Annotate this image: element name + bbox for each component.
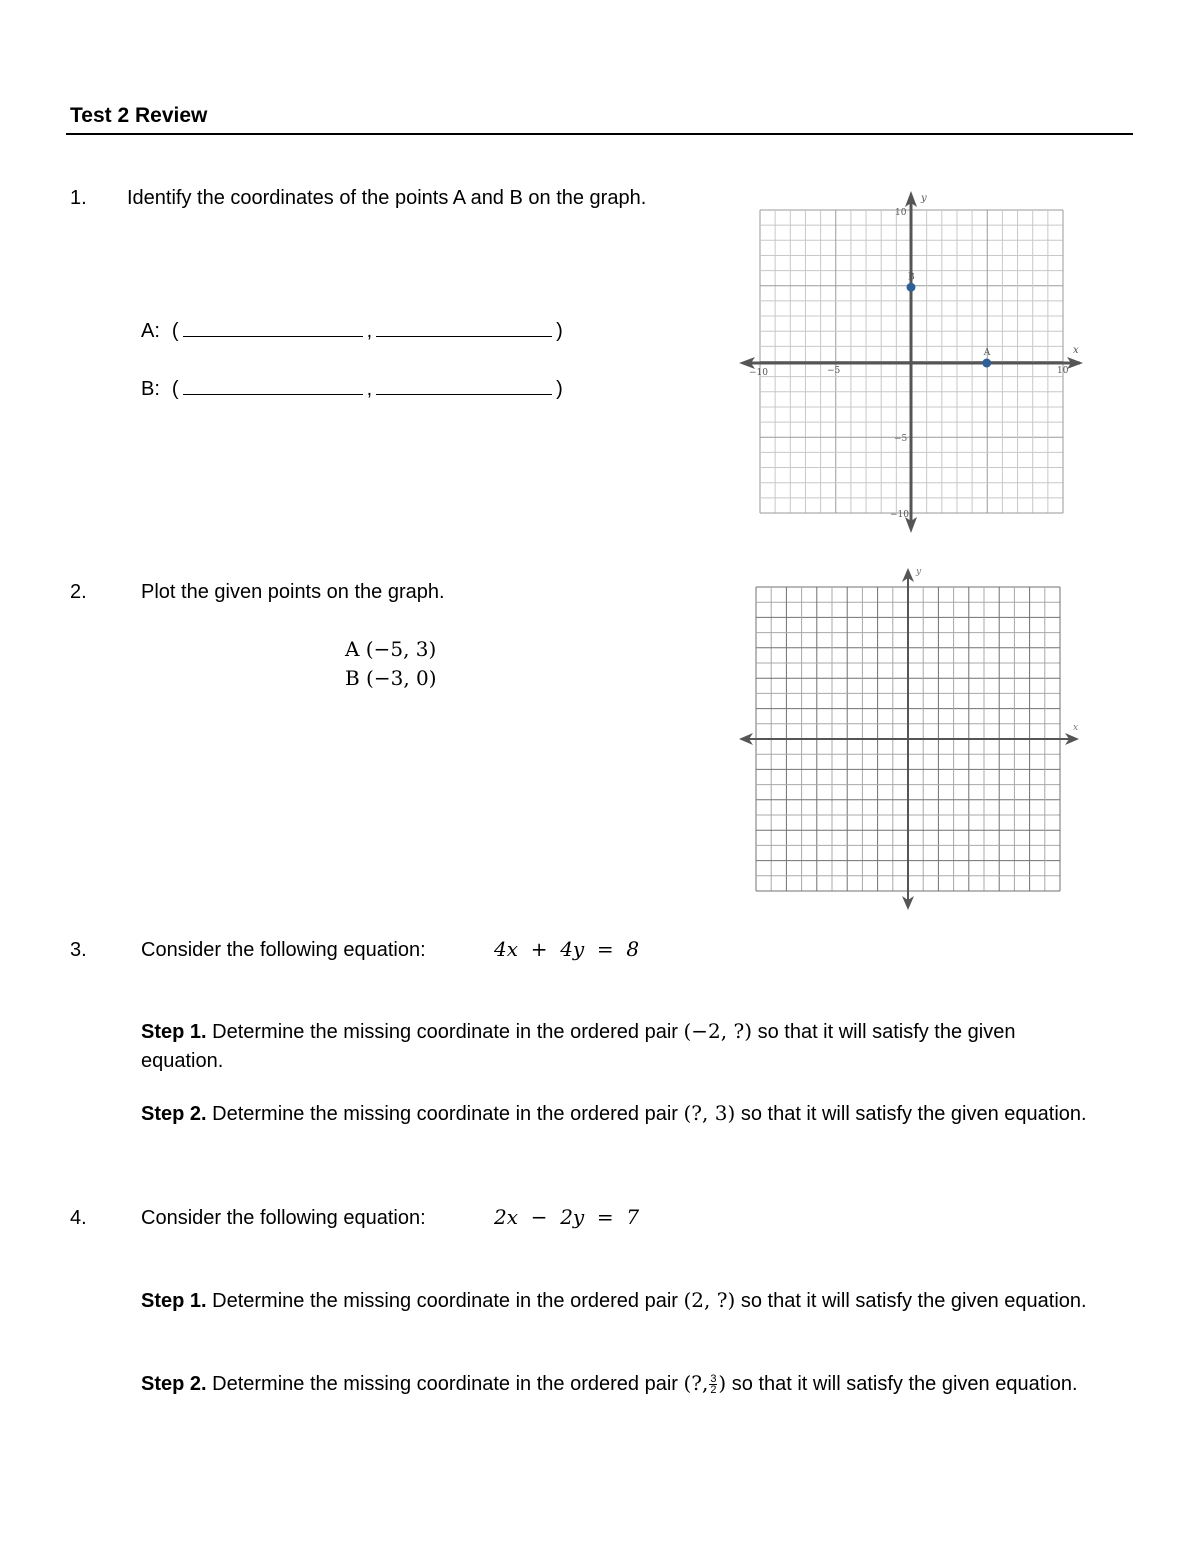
q3-step-1-text-b: so that it will satisfy the given equation. [141,1021,1016,1072]
q1-tick-x-neg10: −10 [749,368,768,378]
q4-step-2-pair-open: (?, [683,1371,709,1395]
point-a [982,359,991,368]
q3-step-2-pair: (?, 3) [683,1101,736,1125]
q1-answer-a [141,318,563,343]
q1-tick-y-pos10: 10 [895,208,907,218]
q4-step-2-fraction-numerator: 3 [710,1373,717,1386]
q2-point-b: B (−3, 0) [345,666,437,690]
q4-step-1-pair: (2, ?) [683,1288,736,1312]
q3-step-2-text-b: so that it will satisfy the given equation. [735,1103,1087,1125]
q4-step-2-text-b: so that it will satisfy the given equation. [726,1373,1078,1395]
q4-step-2-label: Step 2. [141,1373,207,1395]
q1-answer-a-label: A: [141,320,160,342]
q4-step-2-text-a: Determine the missing coordinate in the ordered pair [206,1373,684,1395]
title-divider [66,133,1133,135]
q1-tick-x-pos10: 10 [1057,366,1069,376]
q4-prompt: Consider the following equation: [141,1207,426,1229]
point-b [907,283,916,292]
q3-number: 3. [70,939,87,961]
q1-answer-b-close-paren: ) [556,378,563,400]
q4-step-1-text-b: so that it will satisfy the given equation. [735,1290,1087,1312]
q1-answer-a-x-blank[interactable] [183,318,363,337]
q1-tick-x-neg5: −5 [827,366,841,376]
q2-point-a: A (−5, 3) [345,637,437,661]
q3-step-1-pair: (−2, ?) [683,1019,753,1043]
point-a-label: A [983,348,991,358]
q4-step-2-pair-close: ) [718,1371,727,1395]
q2-number: 2. [70,581,87,603]
q3-step-1-text-a: Determine the missing coordinate in the ordered pair [206,1021,684,1043]
q2-x-axis-label: x [1073,723,1079,733]
q3-equation: 4x + 4y = 8 [494,937,640,961]
q1-x-axis-label: x [1073,345,1079,356]
q3-step-2-text-a: Determine the missing coordinate in the ordered pair [206,1103,684,1125]
q1-answer-b-open-paren: ( [171,378,179,400]
q1-tick-y-neg10: −10 [890,510,909,520]
q1-answer-a-y-blank[interactable] [376,318,552,337]
q1-answer-a-open-paren: ( [171,320,179,342]
q1-prompt: Identify the coordinates of the points A and B on the graph. [127,187,647,209]
q2-y-axis-label: y [916,567,922,577]
q1-graph-points [907,272,992,367]
q3-step-1-label: Step 1. [141,1021,207,1043]
q3-step-2-label: Step 2. [141,1103,207,1125]
q3-step-2 [141,1099,1101,1129]
q1-answer-a-comma: , [366,320,373,342]
q2-plot-graph[interactable] [735,562,1090,914]
q1-y-axis-label: y [921,193,927,204]
q1-answer-b-comma: , [366,378,373,400]
page-title: Test 2 Review [70,104,208,127]
q4-step-2-fraction-denominator: 2 [710,1384,717,1397]
q1-tick-y-neg5: −5 [894,434,908,444]
q4-step-1 [141,1286,1101,1316]
q1-coordinate-graph [735,185,1090,535]
q2-prompt: Plot the given points on the graph. [141,581,445,603]
q1-answer-a-close-paren: ) [556,320,563,342]
point-b-label: B [908,272,915,283]
q4-equation: 2x − 2y = 7 [494,1205,640,1229]
q1-answer-b [141,376,563,401]
q4-step-2-fraction [709,1374,717,1395]
q3-step-1 [141,1017,1101,1076]
q4-step-1-label: Step 1. [141,1290,207,1312]
q1-answer-b-label: B: [141,378,160,400]
q2-graph-axes [739,568,1079,910]
q4-step-1-text-a: Determine the missing coordinate in the ordered pair [206,1290,684,1312]
q4-number: 4. [70,1207,87,1229]
q1-answer-b-y-blank[interactable] [376,376,552,395]
q4-step-2 [141,1369,1101,1399]
q1-number: 1. [70,187,87,209]
q3-prompt: Consider the following equation: [141,939,426,961]
q1-answer-b-x-blank[interactable] [183,376,363,395]
